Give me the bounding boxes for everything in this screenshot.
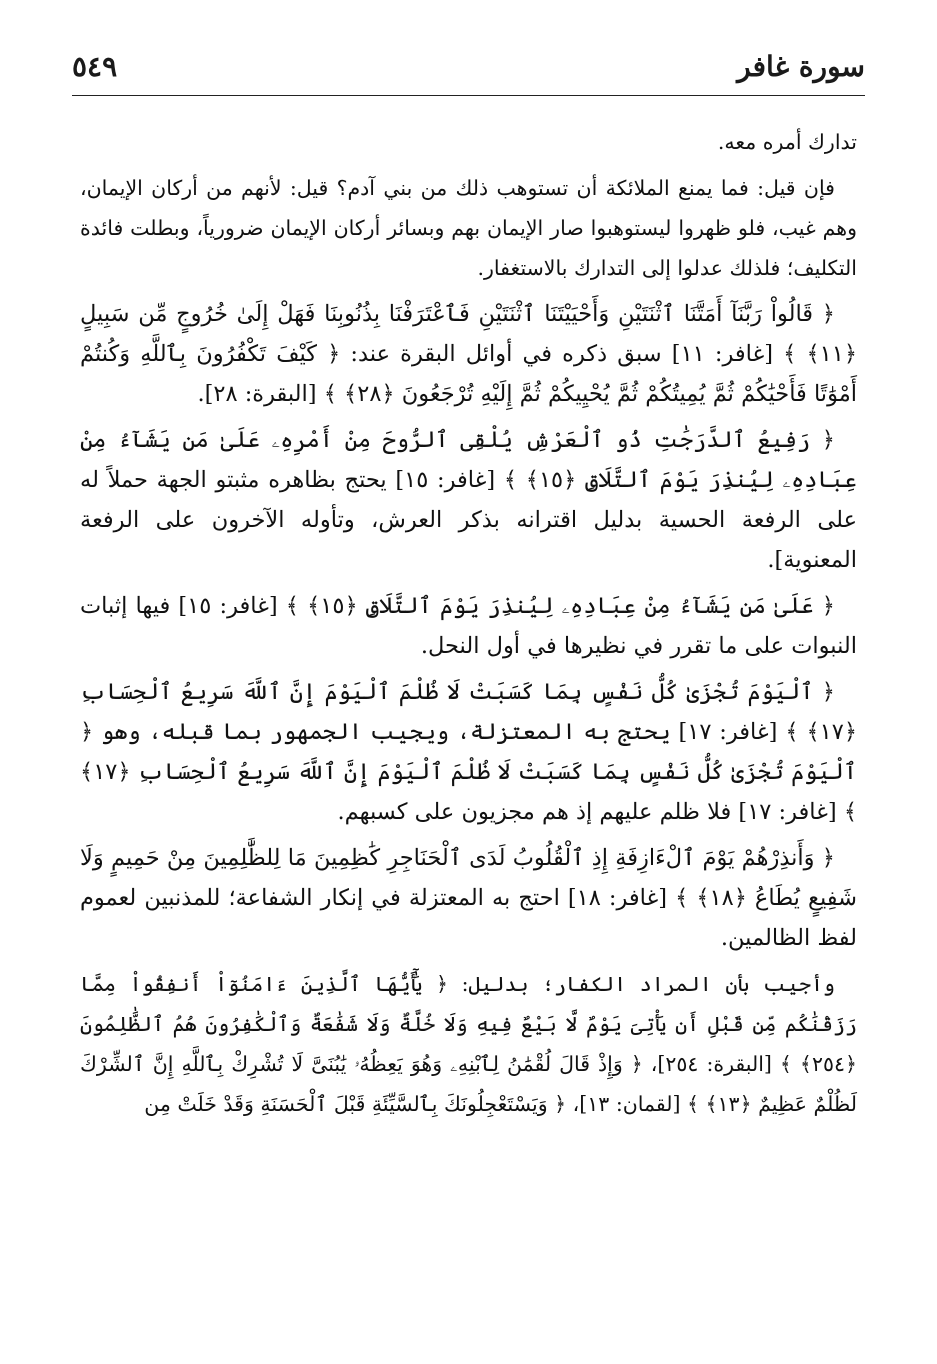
paragraph-5: ﴿ عَلَىٰ مَن يَشَآءُ مِنْ عِبَادِهِۦ لِيُنذِرَ يَوْمَ ٱلتَّلَاقِ ﴿١٥﴾ ﴾ [غافر: ١٥] فيها إثبات النبوات على ما تقرر في نظيرها في أول النحل.	[80, 593, 857, 659]
page-header	[72, 44, 865, 88]
paragraph-6: ﴿ ٱلْيَوْمَ تُجْزَىٰ كُلُّ نَفْسٍ بِمَا كَسَبَتْ لَا ظُلْمَ ٱلْيَوْمَ إِنَّ ٱللَّهَ سَرِيعُ ٱلْحِسَابِ ﴿١٧﴾ ﴾ [غافر: ١٧] يحتج به المعتزلة، ويجيب الجمهور بما قبله، وهو ﴿ ٱلْيَوْمَ تُجْزَىٰ كُلُّ نَفْسٍ بِمَا كَسَبَتْ لَا ظُلْمَ ٱلْيَوْمَ إِنَّ ٱللَّهَ سَرِيعُ ٱلْحِسَابِ ﴿١٧﴾ ﴾ [غافر: ١٧] فلا ظلم عليهم إذ هم مجزيون على كسبهم.	[80, 679, 857, 825]
header-divider	[72, 95, 865, 96]
page-body	[80, 122, 857, 1130]
paragraph-4: ﴿ رَفِيعُ ٱلدَّرَجَٰتِ ذُو ٱلْعَرْشِ يُلْقِى ٱلرُّوحَ مِنْ أَمْرِهِۦ عَلَىٰ مَن يَشَآءُ مِنْ عِبَادِهِۦ لِيُنذِرَ يَوْمَ ٱلتَّلَاقِ ﴿١٥﴾ ﴾ [غافر: ١٥] يحتج بظاهره مثبتو الجهة حملاً له على الرفعة الحسية بدليل اقترانه بذكر العرش، وتأوله الآخرون على الرفعة المعنوية].	[80, 427, 857, 573]
paragraph-7: ﴿ وَأَنذِرْهُمْ يَوْمَ ٱلْءَازِفَةِ إِذِ ٱلْقُلُوبُ لَدَى ٱلْحَنَاجِرِ كَٰظِمِينَ مَا لِلظَّٰلِمِينَ مِنْ حَمِيمٍ وَلَا شَفِيعٍ يُطَاعُ ﴿١٨﴾ ﴾ [غافر: ١٨] احتج به المعتزلة في إنكار الشفاعة؛ للمذنبين لعموم لفظ الظالمين.	[80, 845, 857, 951]
paragraph-8: وأجيب بأن المراد الكفار؛ بدليل: ﴿ يَٰٓأَيُّهَا ٱلَّذِينَ ءَامَنُوٓاْ أَنفِقُواْ مِمَّا رَزَقْنَٰكُم مِّن قَبْلِ أَن يَأْتِىَ يَوْمٌ لَّا بَيْعٌ فِيهِ وَلَا خُلَّةٌ وَلَا شَفَٰعَةٌ وَٱلْكَٰفِرُونَ هُمُ ٱلظَّٰلِمُونَ ﴿٢٥٤﴾ ﴾ [البقرة: ٢٥٤]، ﴿ وَإِذْ قَالَ لُقْمَٰنُ لِٱبْنِهِۦ وَهُوَ يَعِظُهُۥ يَٰبُنَىَّ لَا تُشْرِكْ بِٱللَّهِ إِنَّ ٱلشِّرْكَ لَظُلْمٌ عَظِيمٌ ﴿١٣﴾ ﴾ [لقمان: ١٣]، ﴿ وَيَسْتَعْجِلُونَكَ بِٱلسَّيِّئَةِ قَبْلَ ٱلْحَسَنَةِ وَقَدْ خَلَتْ مِن	[80, 972, 857, 1116]
page-number: ٥٤٩	[72, 49, 118, 83]
paragraph-3: ﴿ قَالُواْ رَبَّنَآ أَمَتَّنَا ٱثْنَتَيْنِ وَأَحْيَيْتَنَا ٱثْنَتَيْنِ فَٱعْتَرَفْنَا بِذُنُوبِنَا فَهَلْ إِلَىٰ خُرُوجٍ مِّن سَبِيلٍ ﴿١١﴾ ﴾ [غافر: ١١] سبق ذكره في أوائل البقرة عند: ﴿ كَيْفَ تَكْفُرُونَ بِٱللَّهِ وَكُنتُمْ أَمْوَٰتًا فَأَحْيَٰكُمْ ثُمَّ يُمِيتُكُمْ ثُمَّ يُحْيِيكُمْ ثُمَّ إِلَيْهِ تُرْجَعُونَ ﴿٢٨﴾ ﴾ [البقرة: ٢٨].	[80, 301, 857, 407]
paragraph-1: تدارك أمره معه.	[717, 130, 857, 154]
surah-title: سورة غافر	[737, 49, 865, 83]
paragraph-2: فإن قيل: فما يمنع الملائكة أن تستوهب ذلك من بني آدم؟ قيل: لأنهم من أركان الإيمان، وهم غيب، فلو ظهروا ليستوهبوا صار الإيمان بهم وبسائر أركان الإيمان ضرورياً، وبطلت فائدة التكليف؛ فلذلك عدلوا إلى التدارك بالاستغفار.	[80, 176, 857, 280]
